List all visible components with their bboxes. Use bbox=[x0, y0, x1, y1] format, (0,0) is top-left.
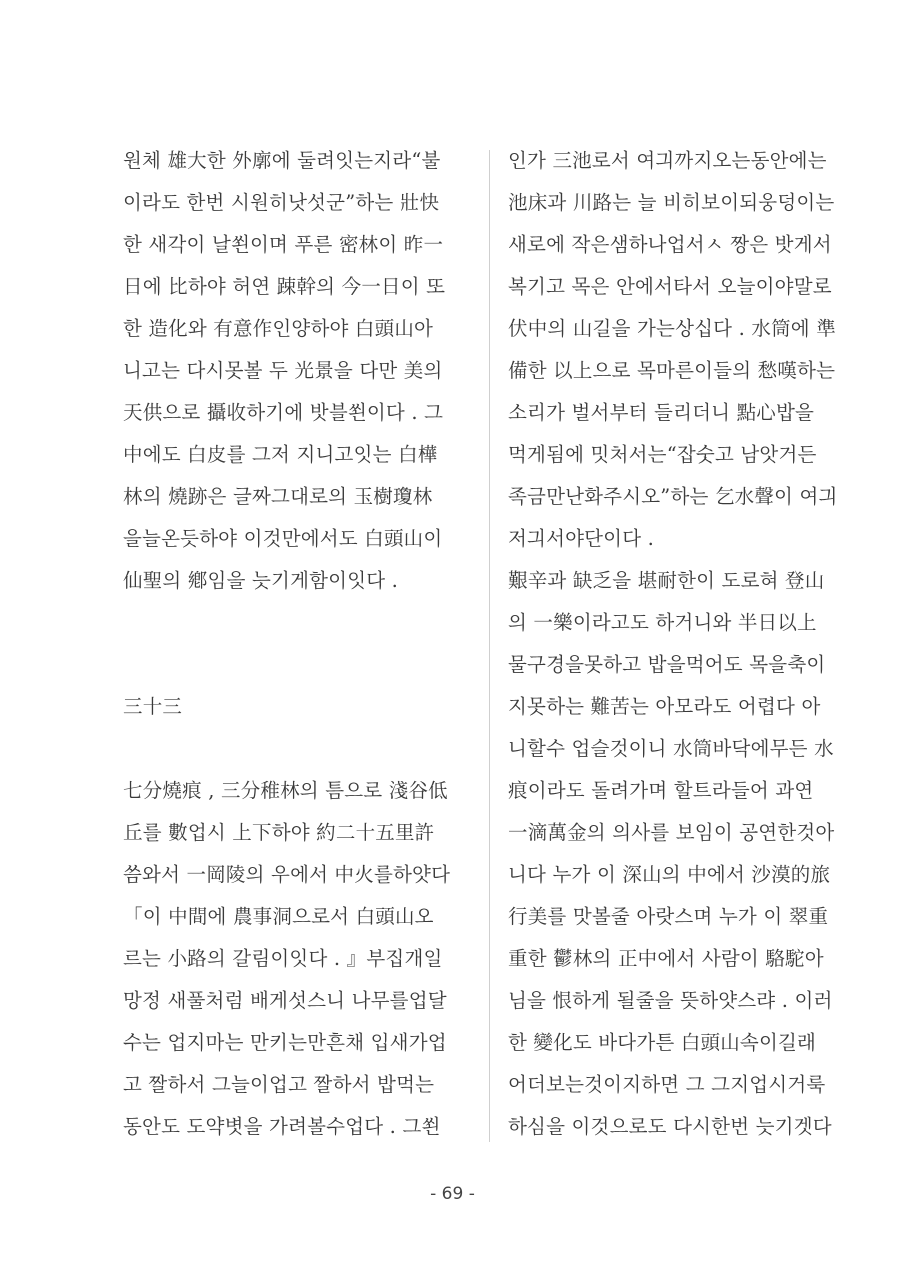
text-line: 새로에 작은샘하나업서ㅅ 짱은 밧게서 bbox=[508, 233, 832, 256]
text-line: 한 새각이 날쐰이며 푸른 密林이 昨一 bbox=[123, 233, 444, 256]
text-line: 行美를 맛볼줄 아랏스며 누가 이 翠重 bbox=[508, 905, 829, 928]
text-line: 동안도 도약볏을 가려볼수업다 . 그쐰 bbox=[123, 1115, 441, 1138]
text-line bbox=[123, 602, 483, 644]
text-line: 인가 三池로서 여긔까지오는동안에는 bbox=[508, 149, 827, 172]
text-line: 한 變化도 바다가튼 白頭山속이길래 bbox=[508, 1031, 817, 1054]
text-line bbox=[123, 644, 483, 686]
text-line: 丘를 數업시 上下하야 約二十五里許 bbox=[123, 821, 435, 844]
text-line: 복기고 목은 안에서타서 오늘이야말로 bbox=[508, 275, 832, 298]
text-line: 天供으로 攝收하기에 밧블쐰이다 . 그 bbox=[123, 401, 444, 424]
text-line: 르는 小路의 갈림이잇다 . 』부집개일 bbox=[123, 947, 443, 970]
text-line: 艱辛과 缺乏을 堪耐한이 도로혀 登山 bbox=[508, 569, 825, 592]
text-line: 重한 鬱林의 正中에서 사람이 駱駝아 bbox=[508, 947, 824, 970]
text-line: 먹게됨에 밋처서는“잡숫고 남앗거든 bbox=[508, 443, 817, 466]
text-line: 「이 中間에 農事洞으로서 白頭山오 bbox=[123, 905, 434, 928]
text-line: 족금만난화주시오”하는 乞水聲이 여긔 bbox=[508, 485, 838, 508]
page-number: - 69 - bbox=[430, 1184, 475, 1204]
text-line bbox=[123, 728, 483, 770]
text-line: 伏中의 山길을 가는상십다 . 水筒에 準 bbox=[508, 317, 836, 340]
text-line: 仙聖의 鄕임을 늣기게함이잇다 . bbox=[123, 569, 399, 592]
text-line: 의 一樂이라고도 하거니와 半日以上 bbox=[508, 611, 817, 634]
text-line: 池床과 川路는 늘 비히보이되웅덩이는 bbox=[508, 191, 835, 214]
text-line: 中에도 白皮를 그저 지니고잇는 白樺 bbox=[123, 443, 438, 466]
left-column bbox=[123, 140, 483, 1148]
text-line: 七分燒痕 , 三分稚林의 틈으로 淺谷低 bbox=[123, 779, 448, 802]
text-line: 고 짤하서 그늘이업고 짤하서 밥먹는 bbox=[123, 1073, 435, 1096]
text-line: 씀와서 一岡陵의 우에서 中火를하얏다 bbox=[123, 863, 451, 886]
text-line: 日에 比하야 허연 踈幹의 今一日이 또 bbox=[123, 275, 446, 298]
text-line: 備한 以上으로 목마른이들의 愁嘆하는 bbox=[508, 359, 836, 382]
text-line: 원체 雄大한 外廓에 둘려잇는지라“불 bbox=[123, 149, 441, 172]
text-line: 하심을 이것으로도 다시한번 늣기겟다 bbox=[508, 1115, 832, 1138]
text-line: 林의 燒跡은 글짜그대로의 玉樹瓊林 bbox=[123, 485, 433, 508]
text-line: 이라도 한번 시원히낫섯군”하는 壯快 bbox=[123, 191, 440, 214]
right-column bbox=[508, 140, 868, 1148]
text-line: 망정 새풀처럼 배게섯스니 나무를업달 bbox=[123, 989, 447, 1012]
text-line: 지못하는 難苦는 아모라도 어렵다 아 bbox=[508, 695, 821, 718]
text-line: 저긔서야단이다 . bbox=[508, 527, 655, 550]
text-line: 어더보는것이지하면 그 그지업시거룩 bbox=[508, 1073, 826, 1096]
text-line: 님을 恨하게 될줄을 뜻하얏스랴 . 이러 bbox=[508, 989, 833, 1012]
text-line: 니고는 다시못볼 두 光景을 다만 美의 bbox=[123, 359, 443, 382]
text-line: 니다 누가 이 深山의 中에서 沙漠的旅 bbox=[508, 863, 831, 886]
column-divider bbox=[489, 150, 490, 1142]
text-line: 一滴萬金의 의사를 보임이 공연한것아 bbox=[508, 821, 835, 844]
text-line: 을늘온듯하야 이것만에서도 白頭山이 bbox=[123, 527, 443, 550]
text-line: 痕이라도 돌려가며 할트라들어 과연 bbox=[508, 779, 814, 802]
text-line: 물구경을못하고 밥을먹어도 목을축이 bbox=[508, 653, 826, 676]
text-line: 소리가 벌서부터 들리더니 點心밥을 bbox=[508, 401, 815, 424]
text-line: 三十三 bbox=[123, 695, 183, 718]
text-line: 니할수 업슬것이니 水筒바닥에무든 水 bbox=[508, 737, 834, 760]
text-line: 한 造化와 有意作인양하야 白頭山아 bbox=[123, 317, 434, 340]
text-line: 수는 업지마는 만키는만흔채 입새가업 bbox=[123, 1031, 447, 1054]
